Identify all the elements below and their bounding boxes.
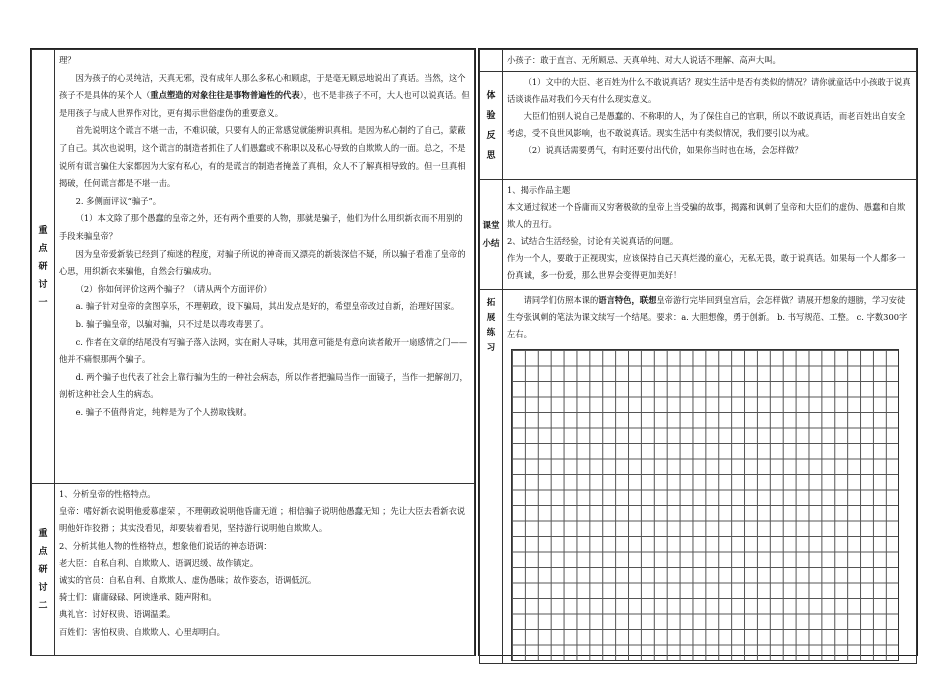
summary-content bbox=[503, 180, 917, 290]
left-table bbox=[31, 49, 475, 656]
text-paragraph: 因为皇帝爱新装已经到了痴迷的程度，对骗子所说的神奇而又漂亮的新装深信不疑，所以骗子看准了皇帝的心思，用织新衣来骗他，自然会行骗成功。 bbox=[59, 248, 466, 277]
section-label-exercise: 拓展 练习 bbox=[480, 290, 503, 664]
text-paragraph: c. 作者在文章的结尾没有写骗子落入法网，实在耐人寻味，其用意可能是有意向读者敞开一扇感情之门——他并不痛恨那两个骗子。 bbox=[59, 336, 468, 365]
top-line: 小孩子：敢于直言、无所顾忌、天真单纯、对大人说话不理解、高声大叫。 bbox=[503, 50, 917, 72]
text-line: （2）说真话需要勇气，有时还要付出代价，如果你当时也在场，会怎样做？ bbox=[523, 145, 803, 155]
text-paragraph: 因为孩子的心灵纯洁，天真无邪，没有成年人那么多私心和顾虑，于是毫无顾忌地说出了真话。当然，这个孩子不是具体的某个人（重点塑造的对象往往是事物普遍性的代表），也不是非孩子不可，大人也可以说真话。但是用孩子与成人世界作对比，更有揭示世俗虚伪的重要意义。 bbox=[59, 72, 470, 118]
text-line: 骑士们：庸庸碌碌、阿谀逢承、随声附和。 bbox=[59, 592, 217, 603]
text-paragraph: 作为一个人，要敢于正视现实，应该保持自己天真烂漫的童心，无私无畏，敢于说真话。如果每一个人都多一份真诚，多一份爱，那么世界会变得更加美好！ bbox=[507, 253, 906, 280]
text-line: 2、试结合生活经验，讨论有关说真话的问题。 bbox=[507, 236, 679, 246]
section-label-study-1: 重 点 研 讨 一 bbox=[32, 50, 55, 484]
study-1-content bbox=[55, 50, 475, 484]
section-label-study-2: 重 点 研 讨 二 bbox=[32, 484, 55, 656]
exercise-prompt: 请同学们仿照本课的语言特色，联想皇帝游行完毕回到皇宫后，会怎样做？请展开想象的翅膀，学习安徒生夸张讽刺的笔法为课文续写一个结尾。要求：a. 大胆想像，勇于创新。 b. 书写规范、工整。 c. 字数300字左右。 bbox=[507, 295, 908, 339]
text-line: e. 骗子不值得肯定，纯粹是为了个人捞取钱财。 bbox=[75, 406, 252, 417]
reflection-content bbox=[503, 72, 917, 180]
left-page bbox=[30, 48, 476, 656]
text-line: （2）你如何评价这两个骗子？（请从两个方面评价） bbox=[75, 283, 272, 294]
text-line: 2、分析其他人物的性格特点，想象他们说话的神态语调： bbox=[59, 540, 272, 551]
right-table bbox=[479, 49, 917, 664]
text-paragraph: d. 两个骗子也代表了社会上靠行骗为生的一种社会病态，所以作者把骗局当作一面镜子，当作一把解剖刀，剖析这种社会人生的病态。 bbox=[59, 371, 468, 400]
section-label-reflection: 体 验 反 思 bbox=[480, 72, 503, 180]
right-page bbox=[478, 48, 918, 656]
text-line: 老大臣：自私自利、自欺欺人、语调迟缓、故作镇定。 bbox=[59, 557, 259, 568]
text-paragraph: 大臣们怕别人说自己是愚蠢的、不称职的人，为了保住自己的官职，所以不敢说真话，而老百姓出自安全考虑，受不良世风影响，也不敢说真话。现实生活中有类似情况，我们要引以为戒。 bbox=[507, 111, 906, 138]
text-paragraph: （1）文中的大臣、老百姓为什么不敢说真话？现实生活中是否有类似的情况？请你就童话中小孩敢于说真话谈谈作品对我们今天有什么现实意义。 bbox=[507, 77, 911, 104]
text-paragraph: a. 骗子针对皇帝的贪图享乐，不理朝政，设下骗局，其出发点是好的，希望皇帝改过自新，治理好国家。 bbox=[75, 301, 460, 312]
text-line: 百姓们：害怕权贵、自欺欺人、心里却明白。 bbox=[59, 626, 225, 637]
text-line: 诚实的官员：自私自利、自欺欺人、虚伪愚昧；故作姿态，语调低沉。 bbox=[59, 575, 317, 586]
section-label-summary: 课堂 小结 bbox=[480, 180, 503, 290]
text-line: 理？ bbox=[59, 55, 76, 65]
text-paragraph: 首先说明这个谎言不堪一击，不难识破，只要有人的正常感觉就能辨识真相。是因为私心制约了自己，蒙蔽了自己。其次也说明，这个谎言的制造者抓住了人们愚蠢或不称职以及私心导致的自欺欺人的一面。总之，不是说所有谎言骗住大家都因为大家有私心，有的是谎言的制造者掩盖了真相，众人不了解真相导致的。但一旦真相揭破，任何谎言都是不堪一击。 bbox=[59, 125, 466, 189]
text-paragraph: 本文通过叙述一个昏庸而又穷奢极欲的皇帝上当受骗的故事，揭露和讽刺了皇帝和大臣们的虚伪、愚蠢和自欺欺人的丑行。 bbox=[507, 202, 906, 229]
text-paragraph: （1）本文除了那个愚蠢的皇帝之外，还有两个重要的人物，那就是骗子，他们为什么用织新衣而不用别的手段来骗皇帝？ bbox=[59, 213, 463, 241]
text-heading: 2. 多侧面评议“骗子”。 bbox=[75, 195, 162, 206]
text-line: 1、分析皇帝的性格特点。 bbox=[59, 489, 156, 499]
study-2-content bbox=[55, 484, 475, 656]
text-line: 典礼官：讨好权贵、语调温柔。 bbox=[59, 609, 176, 620]
exercise-content bbox=[503, 290, 917, 664]
writing-grid[interactable] bbox=[511, 349, 899, 661]
text-line: 1、揭示作品主题 bbox=[507, 185, 571, 195]
blank-label-cell bbox=[480, 50, 503, 72]
text-paragraph: 皇帝：嗜好新衣说明他爱慕虚荣 ，不理朝政说明他昏庸无道 ；相信骗子说明他愚蠢无知 ；先让大臣去看新衣说明他奸诈狡猾 ；其实没看见，却要装着看见，坚持游行说明他自欺欺人。 bbox=[59, 506, 466, 534]
text-line: b. 骗子骗皇帝，以骗对骗，只不过是以毒攻毒罢了。 bbox=[75, 318, 269, 329]
